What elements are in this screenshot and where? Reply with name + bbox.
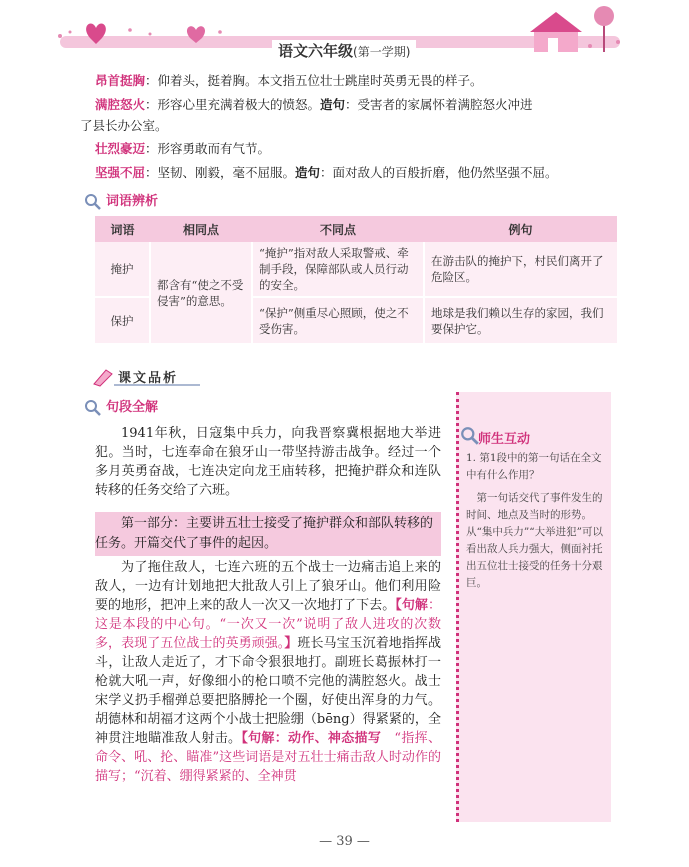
term-line: 壮烈豪迈：形容勇敢而有气节。 xyxy=(95,141,271,156)
term-line: 坚强不屈：坚韧、刚毅，毫不屈服。造句：面对敌人的百般折磨，他仍然坚强不屈。 xyxy=(95,165,558,180)
page-number: — 39 — xyxy=(319,834,370,849)
paragraph-2: 为了拖住敌人，七连六班的五个战士一边痛击追上来的敌人，一边有计划地把大批敌人引上了狼牙山。他们利用险要的地形，把冲上来的敌人一次又一次地打了下去。【句解：这是本段的中心句。“一次又一次”说明了敌人进攻的次数多，表现了五位战士的英勇顽强。】班长马宝玉沉着地指挥战斗，让敌人走近了，才下命令狠狠地打。副班长葛振林打一枪就大吼一声，好像细小的枪口喷不完他的满腔怒火。战士宋学义扔手榴弹总要把胳膊抡一个圈，好使出浑身的力气。胡德林和胡福才这两个小战士把脸绷（bēng）得紧紧的，全神贯注地瞄准敌人射击。【句解：动作、神态描写 “指挥、命令、吼、抡、瞄准”这些词语是对五壮士痛击敌人时动作的描写；“沉着、绷得紧紧的、全神贯 xyxy=(95,560,441,784)
table-cell-common: 都含有“使之不受侵害”的意思。 xyxy=(150,242,252,343)
table-row xyxy=(95,242,617,297)
house-decoration-icon xyxy=(518,2,628,60)
term-line: 昂首挺胸：仰着头，挺着胸。本文指五位壮士跳崖时英勇无畏的样子。 xyxy=(95,73,483,88)
magnifier-icon xyxy=(460,426,480,446)
table-cell-word: 掩护 xyxy=(95,242,150,297)
sidebar-answer: 第一句话交代了事件发生的时间、地点及当时的形势。从“集中兵力”“大举进犯”可以看出敌人兵力强大，侧面衬托出五位壮士接受的任务十分艰巨。 xyxy=(466,492,603,589)
table-header: 例句 xyxy=(424,216,617,242)
table-header: 相同点 xyxy=(150,216,252,242)
term-line: 满腔怒火：形容心里充满着极大的愤怒。造句：受害者的家属怀着满腔怒火冲进 xyxy=(95,97,533,112)
part-summary: 第一部分：主要讲五壮士接受了掩护群众和部队转移的任务。开篇交代了事件的起因。 xyxy=(95,512,441,556)
word-analysis-title: 词语辨析 xyxy=(84,190,158,211)
sidebar-question: 1. 第1段中的第一句话在全文中有什么作用？ xyxy=(466,452,602,481)
paragraph-1: 1941年秋，日寇集中兵力，向我晋察冀根据地大举进犯。当时，七连奉命在狼牙山一带坚持游击战争。经过一个多月英勇奋战，七连决定向龙王庙转移，把掩护群众和连队转移的任务交给了六班。 xyxy=(95,426,441,498)
magnifier-icon xyxy=(84,193,102,211)
section-title: 句段全解 xyxy=(84,396,158,417)
term-line-continued: 了县长办公室。 xyxy=(80,118,168,133)
table-header-row xyxy=(95,216,617,242)
table-cell-word: 保护 xyxy=(95,297,150,343)
header-title: 语文六年级(第一学期) xyxy=(272,40,416,61)
table-cell-example: 地球是我们赖以生存的家园，我们要保护它。 xyxy=(424,297,617,343)
table-cell-example: 在游击队的掩护下，村民们离开了危险区。 xyxy=(424,242,617,297)
page-header xyxy=(0,0,689,62)
table-cell-diff: “掩护”指对敌人采取警戒、牵制手段，保障部队或人员行动的安全。 xyxy=(252,242,424,297)
table-header: 不同点 xyxy=(252,216,424,242)
table-header: 词语 xyxy=(95,216,150,242)
hearts-decoration-icon xyxy=(40,8,240,48)
table-cell-diff: “保护”侧重尽心照顾，使之不受伤害。 xyxy=(252,297,424,343)
sidebar-title: 师生互动 xyxy=(478,432,531,447)
sidebar-text xyxy=(466,450,606,592)
word-comparison-table xyxy=(95,216,617,343)
lesson-badge-text: 课文品析 xyxy=(118,371,179,386)
magnifier-icon xyxy=(84,399,102,417)
